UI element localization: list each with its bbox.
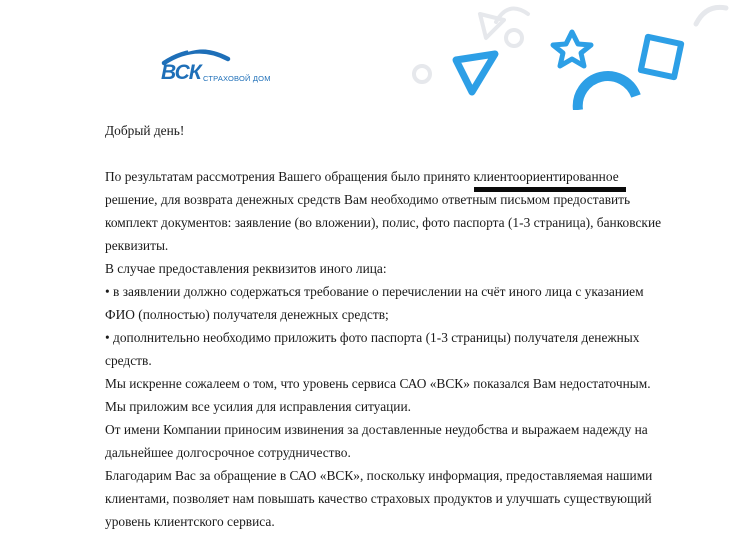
paragraph-line: В случае предоставления реквизитов иного лица:	[105, 261, 387, 276]
vsk-logo	[158, 38, 278, 88]
redaction-bar	[474, 187, 626, 192]
letter-body	[105, 119, 705, 533]
blue-triangle-icon	[456, 54, 495, 92]
gray-ring-icon	[414, 66, 430, 82]
paragraph-text: По результатам рассмотрения Вашего обращения было принято	[105, 169, 474, 184]
paragraph-gap	[105, 142, 705, 165]
paragraph-line: дальнейшее долгосрочное сотрудничество.	[105, 445, 351, 460]
paragraph-line: От имени Компании приносим извинения за доставленные неудобства и выражаем надежду на	[105, 422, 648, 437]
paragraph-line: Благодарим Вас за обращение в САО «ВСК», поскольку информация, предоставляемая нашими	[105, 468, 653, 483]
logo-brand-text: ВСК	[161, 61, 201, 84]
bullet-item-continuation: ФИО (полностью) получателя денежных средств;	[105, 307, 389, 322]
blue-star-icon	[553, 32, 591, 66]
paragraph-line: Мы приложим все усилия для исправления ситуации.	[105, 399, 411, 414]
email-header	[0, 0, 729, 110]
bullet-item: • в заявлении должно содержаться требование о перечислении на счёт иного лица с указанием	[105, 284, 644, 299]
paragraph-line: реквизиты.	[105, 238, 169, 253]
gray-arc-icon	[696, 7, 726, 24]
bullet-item-continuation: средств.	[105, 353, 152, 368]
paragraph-line: Мы искренне сожалеем о том, что уровень сервиса САО «ВСК» показался Вам недостаточным.	[105, 376, 651, 391]
bullet-item: • дополнительно необходимо приложить фото паспорта (1-3 страницы) получателя денежных	[105, 330, 640, 345]
logo-tagline: СТРАХОВОЙ ДОМ	[203, 74, 271, 83]
paragraph-line: клиентами, позволяет нам повышать качество страховых продуктов и улучшать существующий	[105, 491, 652, 506]
paragraph-line: уровень клиентского сервиса.	[105, 514, 275, 529]
blue-ring-arc-icon	[578, 76, 636, 110]
decorative-shapes	[400, 0, 729, 110]
greeting: Добрый день!	[105, 123, 185, 138]
paragraph-line: комплект документов: заявление (во вложении), полис, фото паспорта (1-3 страница), банковские	[105, 215, 662, 230]
paragraph-line: решение, для возврата денежных средств Вам необходимо ответным письмом предоставить	[105, 192, 631, 207]
paragraph-line	[105, 165, 705, 188]
redacted-word	[474, 165, 619, 188]
gray-ring-icon	[506, 30, 522, 46]
blue-square-icon	[641, 37, 681, 77]
redacted-word-text: клиентоориентированное	[473, 169, 619, 184]
